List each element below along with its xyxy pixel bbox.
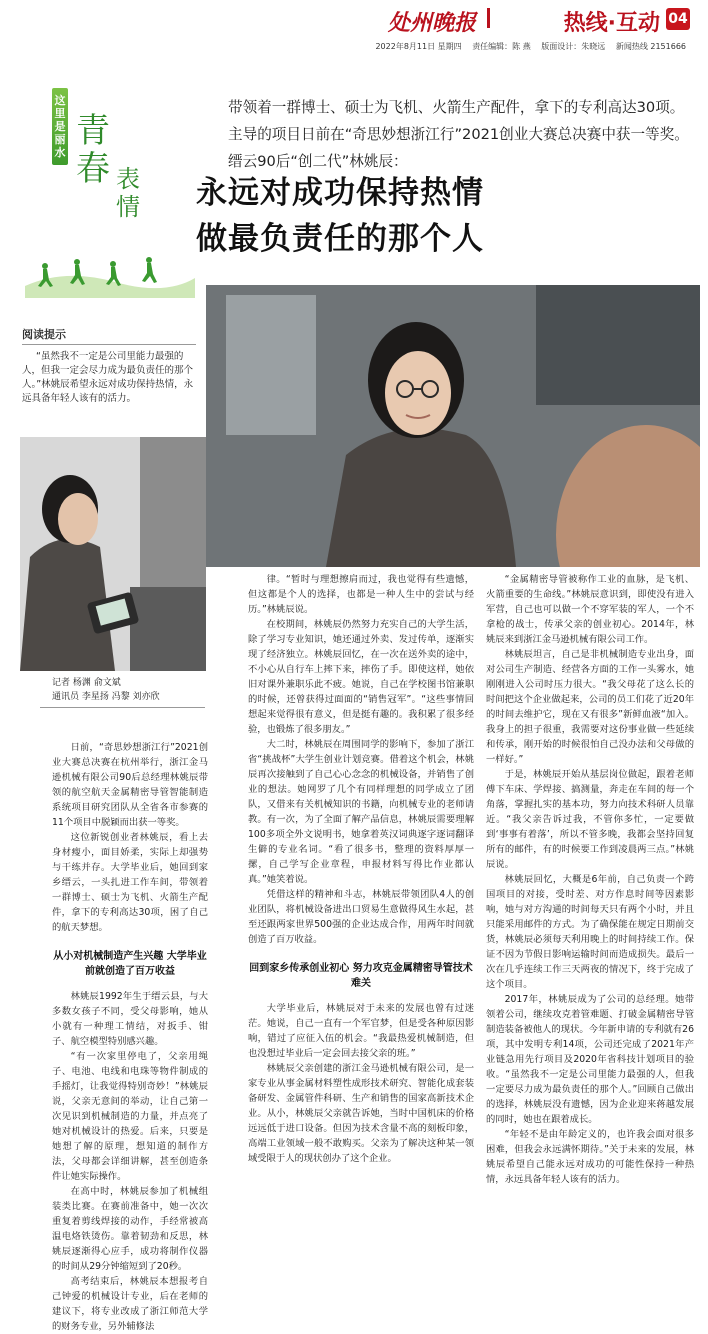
- byline-reporters: 记者 杨渊 俞文斌: [52, 678, 121, 688]
- masthead-divider: [487, 8, 490, 28]
- paragraph: 高考结束后，林姚辰本想报考自己钟爱的机械设计专业，后在老师的建议下，将专业改成了浙江师范大学的财务专业，另外辅修法: [52, 1276, 208, 1332]
- inset-photo: [20, 437, 206, 671]
- subheading: 回到家乡传承创业初心 努力攻克金属精密导管技术难关: [249, 963, 473, 989]
- paragraph: 于是，林姚辰开始从基层岗位做起，跟着老师傅下车床、学焊接、搞测量，奔走在车间的每一个角落，掌握扎实的基本功，努力向技术科研人员靠近。“我父亲告诉过我，不管你多忙，一定要做到‘事事有着落’，所以不管多晚，我都会坚持回复所有的邮件，有的时候要工作到凌晨两三点。”林姚辰说。: [486, 769, 694, 870]
- paragraph: 这位新锐创业者林姚辰，看上去身材瘦小，面目娇柔，实际上却强势与干练并存。大学毕业后，她回到家乡缙云，一头扎进工作车间，带领着一群博士、硕士为飞机、火箭生产配件，拿下的专利高达30项，困了自己的航天梦想。: [52, 832, 208, 933]
- section-title: 热线·互动: [563, 11, 660, 36]
- runners-illustration: [25, 238, 195, 298]
- main-photo: [206, 285, 700, 567]
- reading-tip-heading: 阅读提示: [22, 328, 66, 341]
- paragraph: “有一次家里停电了，父亲用绳子、电池、电线和电珠等物件制成的手摇灯，让我觉得特别奇妙！”林姚辰说，父亲无意间的举动，让自己第一次见识到机械制造的力量，并点亮了她对机械设计的热爱。后来，只要是她想了解的原理，想知道的制作方法，父母都会详细讲解，甚至创造条件让她实际操作。: [52, 1051, 208, 1182]
- paragraph: 林姚辰坦言，自己是非机械制造专业出身，面对公司生产制造、经营各方面的工作一头雾水，她刚刚进入公司时压力很大。“我父母花了这么长的时间把这个企业做起来，公司的员工们花了近20年的时间去维护它，现在又有很多”新鲜血液“加入。我身上的担子很重，我需要对这份事业做一些延续和传承，刚开始的时候很怕自己没办法和父母做的一样好。”: [486, 649, 694, 765]
- lead-paragraph: 带领着一群博士、硕士为飞机、火箭生产配件，拿下的专利高达30项。主导的项目日前在“奇思妙想浙江行”2021创业大赛总决赛中获一等奖。缙云90后“创二代”林姚辰：: [228, 99, 689, 170]
- divider: [22, 344, 196, 345]
- column-tag: 这里是丽水: [52, 88, 68, 165]
- headline-line-2: 做最负责任的那个人: [196, 221, 484, 257]
- designer-credit: 版面设计：朱晓远: [541, 42, 606, 51]
- headline: [196, 170, 696, 262]
- byline-correspondents: 通讯员 李星扬 冯黎 刘亦欣: [52, 692, 160, 702]
- editor-credit: 责任编辑：陈 燕: [472, 42, 531, 51]
- paragraph: 在高中时，林姚辰参加了机械组装类比赛。在赛前准备中，她一次次重复着剪线焊接的动作，手经常被高温电烙铁烫伤。靠着韧劲和反思，林姚辰逐渐得心应手，成功将制作仪器的时间从29分钟缩短到了20秒。: [52, 1186, 208, 1272]
- reading-tip-body: “虽然我不一定是公司里能力最强的人，但我一定会尽力成为最负责任的那个人。”林姚辰希望永远对成功保持热情，永远具备年轻人该有的活力。: [22, 351, 194, 404]
- paragraph: 律。“暂时与理想擦肩而过，我也觉得有些遗憾，但这都是个人的选择，也都是一种人生中的尝试与经历。”林姚辰说。: [248, 574, 474, 615]
- paragraph: 在校期间，林姚辰仍然努力充实自己的大学生活，除了学习专业知识，她还通过外卖、发过传单，逐渐实现了经济独立。林姚辰回忆，在一次在送外卖的途中，不小心从自行车上摔下来，摔伤了手。即使这样，她依旧对课外兼职乐此不疲。她说，自己在学校图书馆兼职的时候，还曾获得过面面的“销售冠军”。“这些事情回想起来觉得很有意义，但是挺有趣的。我积累了很多经验，也锻炼了很多朋友。”: [248, 619, 474, 735]
- divider: [40, 707, 205, 708]
- headline-line-1: 永远对成功保持热情: [196, 175, 484, 211]
- subheading: 从小对机械制造产生兴趣 大学毕业前就创造了百万收益: [53, 951, 207, 977]
- column-title: 青春: [76, 111, 110, 189]
- issue-date: 2022年8月11日 星期四: [375, 42, 462, 51]
- paragraph: 2017年，林姚辰成为了公司的总经理。她带领着公司，继续攻克着管难题、打破金属精密导管制造装备被他人的现状。今年新申请的专利就有26项，其中发明专利14项，公司还完成了2021年产业链急用先行项目及2020年省科技计划项目的验收。“虽然我不一定是公司里能力最强的人，但我一定要尽力成为最负责任的那个人。”回顾自己做出的选择，林姚辰没有遗憾，因为企业迎来蒋越发展的同时，她也在跟着成长。: [486, 994, 694, 1125]
- main-photo-illustration: [206, 285, 700, 567]
- paragraph: 凭借这样的精神和斗志，林姚辰带领团队4人的创业团队，将机械设备进出口贸易生意做得风生水起，甚至还跟两家世界500强的企业达成合作，用两年时间就创造了百万收益。: [248, 889, 474, 945]
- paragraph: 大学毕业后，林姚辰对于未来的发展也曾有过迷茫。她说，自己一直有一个军官梦，但是受各种原因影响，错过了应征入伍的机会。“我最热爱机械制造，但也没想过毕业后一定会回去接父亲的班。”: [248, 1003, 474, 1059]
- paragraph: “年轻不是由年龄定义的，也许我会面对很多困难，但我会永远满怀期待。”关于未来的发展，林姚辰希望自己能永远对成功的可能性保持一种热情，永远具备年轻人该有的活力。: [486, 1129, 694, 1185]
- meta-line: [367, 41, 686, 52]
- paragraph: 大二时，林姚辰在周围同学的影响下，参加了浙江省“挑战杯”大学生创业计划竞赛。借着这个机会，林姚辰再次接触到了自己心心念念的机械设备，并销售了创业的想法。她网罗了几个有同样理想的同学成立了团队，又借来有关机械知识的书籍，向机械专业的老师请教。有一次，为了全面了解产品信息，林姚辰需要理解100多项全外文说明书，她拿着英汉词典逐字逐词翻译生僻的专业名词。“看了很多书，整理的资料厚厚一摞，自己学写企业章程，申报材料写得比作业都认真。”她笑着说。: [248, 739, 474, 885]
- article-column-3: [486, 572, 694, 1187]
- inset-photo-illustration: [20, 437, 206, 671]
- article-column-1: [52, 740, 208, 1334]
- paragraph: “金属精密导管被称作工业的血脉，是飞机、火箭重要的生命线。”林姚辰意识到，即使没有进入军营，自己也可以做一个不穿军装的军人，一个不拿枪的战士，传承父亲的创业初心。2014年，林姚辰来到浙江金马逊机械有限公司工作。: [486, 574, 694, 645]
- paragraph: 林姚辰回忆，大概是6年前，自己负责一个跨国项目的对接，受时差、对方作息时间等因素影响，她与对方沟通的时间每天只有两个小时，并且只能采用邮件的方式。为了确保能在规定日期前交货，林姚辰必须每天利用晚上的时间持续工作。保证不因为节假日影响运输时间而造成损失。最后一次在几乎连续工作三天两夜的情况下，终于完成了这个项目。: [486, 874, 694, 990]
- article-column-2: [248, 572, 474, 1166]
- masthead: [0, 0, 708, 38]
- page-number: 04: [666, 8, 690, 30]
- newspaper-logo: 处州晚报: [387, 10, 476, 36]
- byline: [52, 676, 202, 704]
- paragraph: 日前，“奇思妙想浙江行”2021创业大赛总决赛在杭州举行，浙江金马逊机械有限公司90后总经理林姚辰带领的航空航天金属精密导管智能制造系统项目研究团队从全省各市参赛的11个项目中脱颖而出获一等奖。: [52, 742, 208, 828]
- paragraph: 林姚辰父亲创建的浙江金马逊机械有限公司，是一家专业从事金属材料塑性成形技术研究、智能化成套装备研发、金属管件科研、生产和销售的国家高新技术企业。从小，林姚辰父亲就告诉她，当时中国机床的价格远远低于进口设备。但因为技术含量不高的刻板印象，高端工业领域一般不敢购买。父亲为了解决这种某一领域受限于人的现状创办了这个企业。: [248, 1063, 474, 1164]
- paragraph: 林姚辰1992年生于缙云县，与大多数女孩子不同，受父母影响，她从小就有一种理工情结，对扳手、钳子、航空模型特别感兴趣。: [52, 991, 208, 1047]
- news-hotline: 新闻热线 2151666: [615, 42, 686, 51]
- column-title-2: 表情: [116, 165, 140, 221]
